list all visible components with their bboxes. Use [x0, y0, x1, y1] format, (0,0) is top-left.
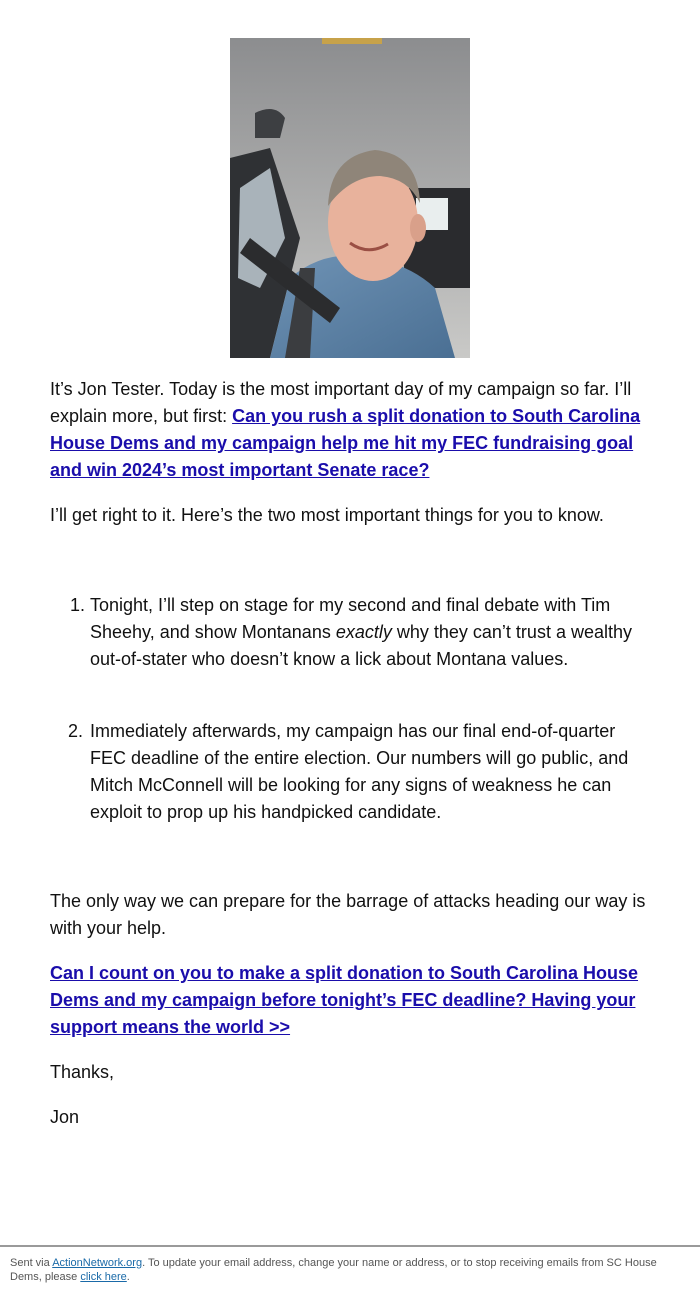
item1-emphasis: exactly [335, 622, 392, 642]
unsubscribe-link[interactable]: click here [80, 1271, 127, 1283]
list-item-number: 2. [68, 721, 84, 741]
item2-text: Immediately afterwards, my campaign has our final end-of-quarter FEC deadline of the entire election. Our numbers will go public, and Mitch McConnell will be looking for any signs of weakness he can exploit to prop up his handpicked candidate. [90, 721, 629, 822]
important-things-list-2 [50, 718, 650, 826]
email-footer [0, 1245, 700, 1314]
intro-text: It’s Jon Tester. Today is the most important day of my campaign so far. I’ll explain more, but first: [50, 379, 632, 426]
signature-text: Jon [50, 1107, 80, 1127]
item1-text-after: why they can’t trust a wealthy out-of-stater who doesn’t know a lick about Montana values. [90, 622, 632, 669]
candidate-photo [230, 38, 470, 358]
action-network-link[interactable]: ActionNetwork.org [52, 1257, 143, 1269]
get-right-paragraph: I’ll get right to it. Here’s the two most important things for you to know. [50, 505, 604, 525]
item1-text-before: Tonight, I’ll step on stage for my second and final debate with Tim Sheehy, and show Montanans [90, 595, 611, 642]
footer-sent-via: Sent via [10, 1257, 53, 1269]
list-item [68, 718, 650, 826]
important-things-list-1 [50, 592, 650, 673]
intro-paragraph [50, 376, 650, 484]
only-way-paragraph: The only way we can prepare for the barrage of attacks heading our way is with your help. [50, 891, 646, 938]
donate-link-intro[interactable]: Can you rush a split donation to South Carolina House Dems and my campaign help me hit my FEC fundraising goal and win 2024’s most important Senate race? [50, 406, 641, 480]
list-item [90, 592, 650, 673]
email-content [50, 376, 650, 1127]
footer-end-text: . [126, 1271, 130, 1283]
candidate-photo-image [230, 38, 470, 358]
thanks-text: Thanks, [50, 1062, 115, 1082]
cta-paragraph [50, 960, 650, 1041]
footer-middle-text: . To update your email address, change your name or address, or to stop receiving emails from SC House Dems, please [10, 1257, 657, 1283]
donate-link-cta[interactable]: Can I count on you to make a split donation to South Carolina House Dems and my campaign before tonight’s FEC deadline? Having your support means the world >> [50, 963, 639, 1037]
